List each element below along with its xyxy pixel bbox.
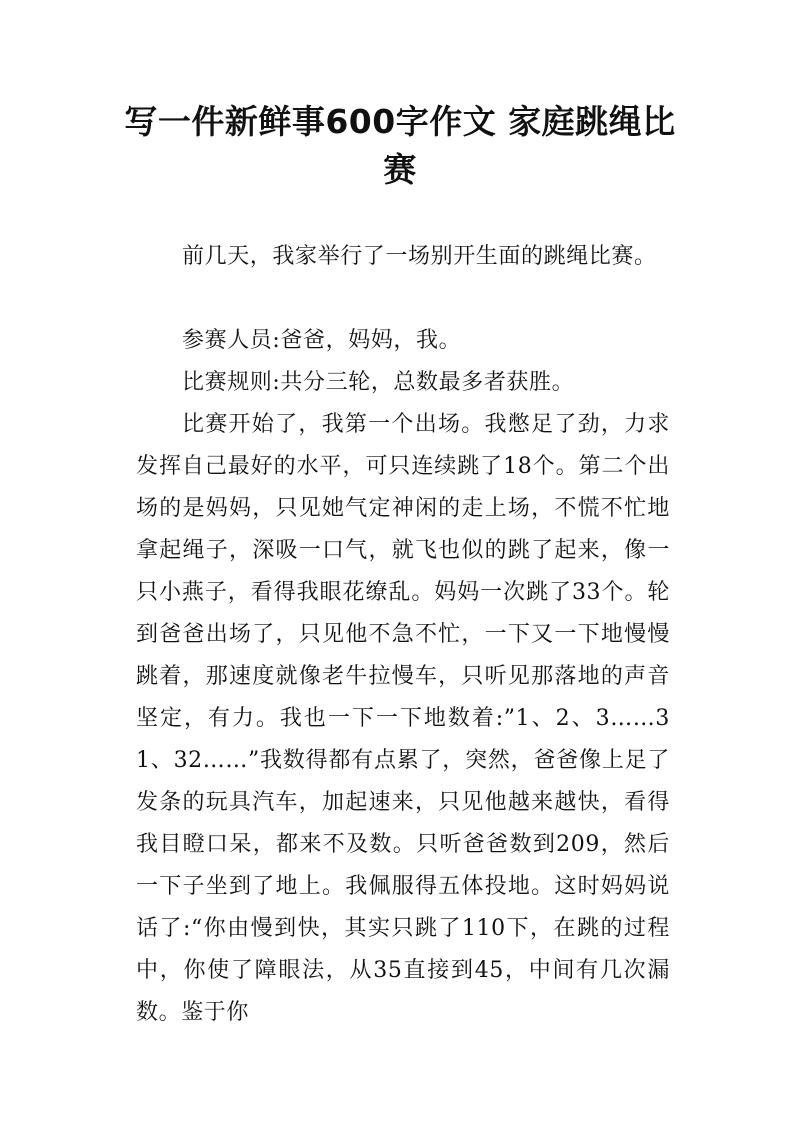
document-title: 写一件新鲜事600字作文 家庭跳绳比赛 xyxy=(124,102,676,189)
paragraph-intro: 前几天，我家举行了一场别开生面的跳绳比赛。 xyxy=(182,244,657,269)
paragraph-story: 比赛开始了，我第一个出场。我憋足了劲，力求发挥自己最好的水平，可只连续跳了18个。第二个出场的是妈妈，只见她气定神闲的走上场，不慌不忙地拿起绳子，深吸一口气，就飞也似的跳了起来，像一只小燕子，看得我眼花缭乱。妈妈一次跳了33个。轮到爸爸出场了，只见他不急不忙，一下又一下地慢慢跳着，那速度就像老牛拉慢车，只听见那落地的声音坚定，有力。我也一下一下地数着:”1、2、3……31、32……”我数得都有点累了，突然，爸爸像上足了发条的玩具汽车，加起速来，只见他越来越快，看得我目瞪口呆，都来不及数。只听爸爸数到209，然后一下子坐到了地上。我佩服得五体投地。这时妈妈说话了:“你由慢到快，其实只跳了110下，在跳的过程中，你使了障眼法，从35直接到45，中间有几次漏数。鉴于你 xyxy=(136,412,670,1025)
paragraph-rules: 比赛规则:共分三轮，总数最多者获胜。 xyxy=(182,370,575,395)
paragraph-participants: 参赛人员:爸爸，妈妈，我。 xyxy=(182,328,462,353)
